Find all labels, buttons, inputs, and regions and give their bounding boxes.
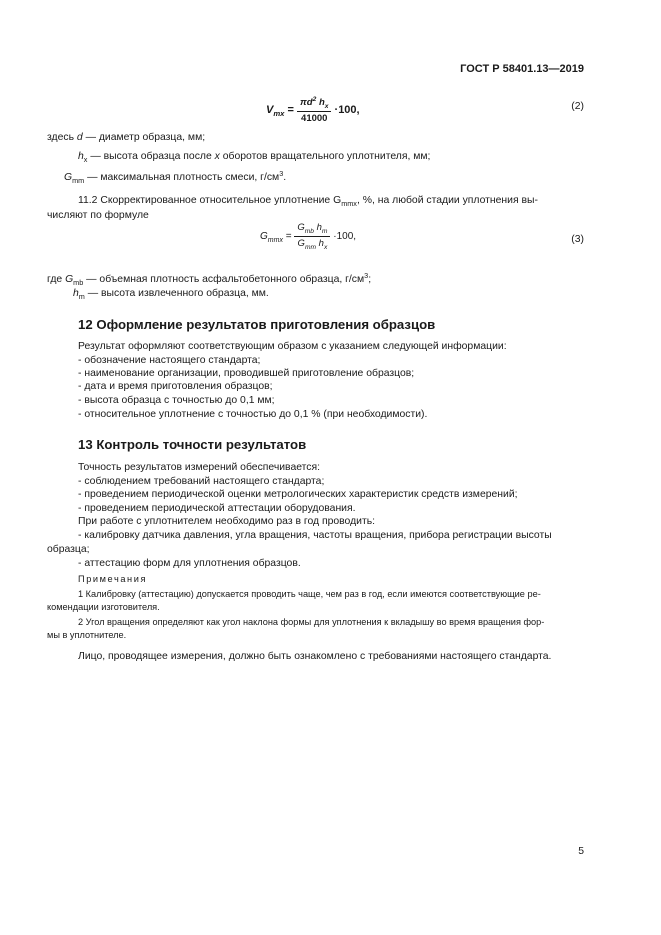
section-12-intro: Результат оформляют соответствующим образом с указанием следующей информации:: [78, 341, 507, 352]
note-2-line1: 2 Угол вращения определяют как угол наклона формы для уплотнения к вкладышу во время вращения фор-: [78, 617, 545, 627]
list-item: - калибровку датчика давления, угла вращения, частоты вращения, прибора регистрации высоты: [78, 530, 552, 541]
list-item: - высота образца с точностью до 0,1 мм;: [78, 395, 275, 406]
list-item: - соблюдением требований настоящего стандарта;: [78, 476, 325, 487]
note-1-line1: 1 Калибровку (аттестацию) допускается проводить чаще, чем раз в год, если имеются соответствующие ре-: [78, 589, 541, 599]
notes-title: Примечания: [78, 574, 148, 584]
def-d: здесь d — диаметр образца, мм;: [47, 132, 206, 143]
formula-2-label: (2): [571, 101, 584, 112]
formula-3: $G_{mmx}$ = $\frac{G_{mb} h_m}{G_{mm} h_x}$ ·100,: [260, 222, 357, 251]
list-item: - относительное уплотнение с точностью до 0,1 % (при необходимости).: [78, 409, 428, 420]
document-id: ГОСТ Р 58401.13—2019: [460, 63, 584, 75]
para-11-2-line1: 11.2 Скорректированное относительное уплотнение $G_{mmx}$, %, на любой стадии уплотнения вы-: [78, 195, 538, 208]
list-item: - дата и время приготовления образцов;: [78, 381, 273, 392]
list-item-continuation: образца;: [47, 544, 90, 555]
section-13-intro2: При работе с уплотнителем необходимо раз в год проводить:: [78, 516, 376, 527]
def-gmb: где $G_{mb}$ — объемная плотность асфальтобетонного образца, $г/см^3$;: [47, 271, 372, 287]
para-11-2-line2: числяют по формуле: [47, 210, 149, 221]
list-item: - наименование организации, проводившей приготовление образцов;: [78, 368, 415, 379]
section-13-intro: Точность результатов измерений обеспечивается:: [78, 462, 321, 473]
def-gmm: $G_{mm}$ — максимальная плотность смеси, $г/см^3$.: [64, 169, 287, 185]
list-item: - проведением периодической аттестации оборудования.: [78, 503, 356, 514]
note-2-line2: мы в уплотнителе.: [47, 630, 127, 640]
list-item: - обозначение настоящего стандарта;: [78, 355, 261, 366]
section-12-title: 12 Оформление результатов приготовления образцов: [78, 317, 436, 332]
note-1-line2: комендации изготовителя.: [47, 602, 160, 612]
list-item: - проведением периодической оценки метрологических характеристик средств измерений;: [78, 489, 518, 500]
formula-3-label: (3): [571, 234, 584, 245]
def-hx: $h_x$ — высота образца после x оборотов вращательного уплотнителя, мм;: [78, 151, 431, 164]
def-hm: $h_m$ — высота извлеченного образца, мм.: [73, 288, 269, 301]
final-statement: Лицо, проводящее измерения, должно быть ознакомлено с требованиями настоящего стандарта.: [78, 651, 552, 662]
section-13-title: 13 Контроль точности результатов: [78, 437, 307, 452]
formula-2: $V_{mx}$ = $\frac{\pi d^2 h_x}{41000}$ ·100,: [266, 96, 360, 124]
page-number: 5: [578, 846, 584, 857]
list-item: - аттестацию форм для уплотнения образцов.: [78, 558, 301, 569]
